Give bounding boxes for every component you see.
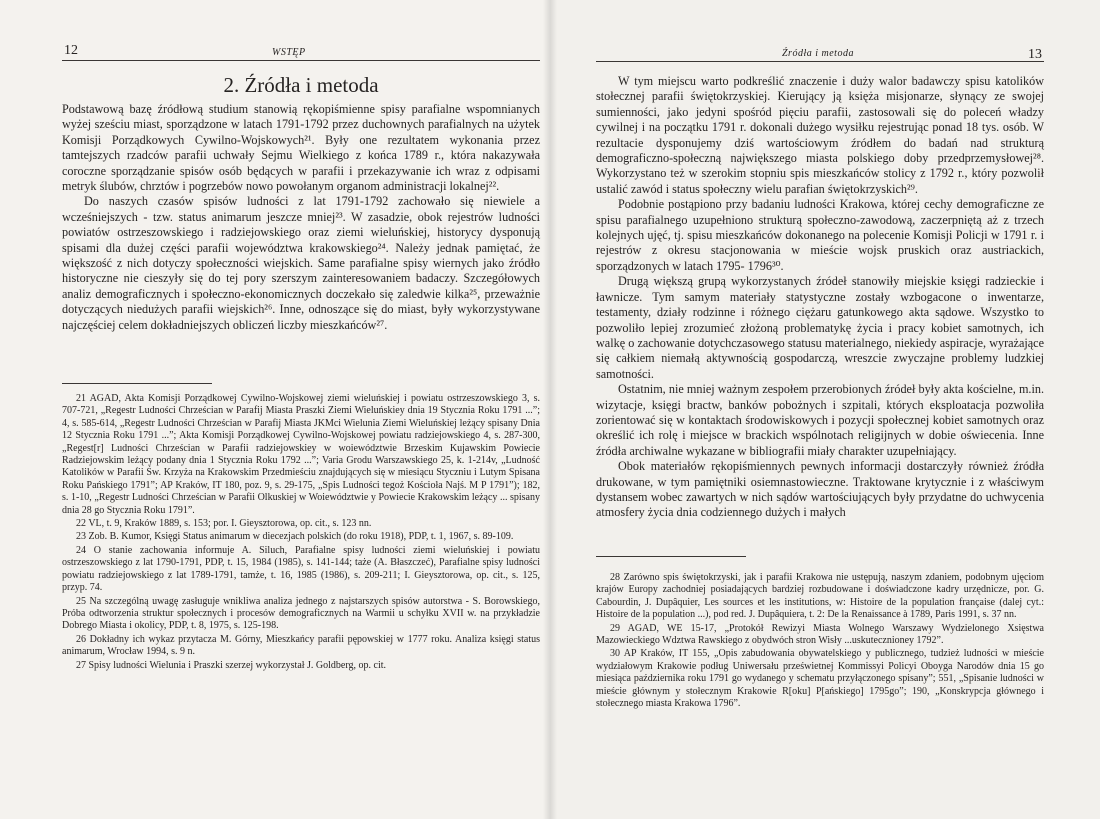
right-body-text (596, 74, 1044, 521)
left-page-number: 12 (64, 43, 78, 58)
footnote: 24 O stanie zachowania informuje A. Siluch, Parafialne spisy ludności ziemi wieluńskiej i powiatu ostrzeszowskiego z lat 1790-1791, PDP, t. 15, 1984 (1985), s. 141-144; taże (A. Błaszczeć), Parafialne spisy ludności powiatu radziejowskiego z lat 1789-1791, tamże, t. 16, 1985 (1986), s. 209-211; I. Gieysztorowa, op. cit., s. 125, przyp. 74. (62, 544, 540, 594)
paragraph: Podobnie postąpiono przy badaniu ludności Krakowa, której cechy demograficzne ze spisu parafialnego uzupełniono strukturą społeczno-zawodową, zaczerpniętą aż z trzech kolejnych ujęć, tj. spisu mieszkańców dokonanego na polecenie Komisji Policji w 1791 r. i rejestrów z okresu stacjonowania w mieście wojsk pruskich oraz austriackich, sporządzonych w latach 1795- 1796³⁰. (596, 197, 1044, 273)
footnote-separator (596, 556, 746, 557)
right-footnotes (596, 572, 1044, 711)
paragraph: Drugą większą grupą wykorzystanych źródeł stanowiły miejskie księgi radzieckie i ławnicze. Tym samym materiały statystyczne zostały wzbogacone o inwentarze, testamenty, działy rodzinne i różnego ciężaru gatunkowego akta sądowe. Wszystko to pozwoliło lepiej zrozumieć złożoną problematykę życia i pracy kobiet samotnych, ich walkę o zachowanie dotychczasowego statusu materialnego, niekiedy aspiracje, wyrażające się całkiem niemałą aktywnością gospodarczą, wreszcie zwyczajne problemy ludzkiej samotności. (596, 274, 1044, 381)
footnote: 29 AGAD, WE 15-17, „Protokół Rewizyi Miasta Wolnego Warszawy Wydzielonego Xsięstwa Mazowieckiego Wdztwa Rawskiego z obydwóch stron Wisły ...uskutecznioney 1792”. (596, 622, 1044, 647)
footnote: 27 Spisy ludności Wielunia i Praszki szerzej wykorzystał J. Goldberg, op. cit. (76, 659, 387, 671)
header-rule (596, 61, 1044, 62)
footnote: 23 Zob. B. Kumor, Księgi Status animarum w diecezjach polskich (do roku 1918), PDP, t. 1, 1967, s. 89-109. (76, 531, 514, 543)
footnote: 26 Dokładny ich wykaz przytacza M. Górny, Mieszkańcy parafii pępowskiej w 1777 roku. Analiza księgi status animarum, Wrocław 1994, s. 9 n. (62, 633, 540, 658)
left-body-text (62, 102, 540, 333)
left-running-head: WSTĘP (272, 47, 306, 58)
footnote: 30 AP Kraków, IT 155, „Opis zabudowania obywatelskiego y publicznego, tudzież ludności w mieście wydziałowym Krakowie podług Uniwersału prześwietnej Kommissyi Policyi Oboyga Narodów dnia 15 go miesiąca października roku 1791 go wydanego y schematu przyłączonego spisany”; 551, „Spisanie ludności w mieście głównym y stołecznym Krakowie R[oku] P[ańskiego] 1795go”; 190, „Konskrypcja głównego i stołecznego miasta Krakowa 1796”. (596, 648, 1044, 710)
paragraph: W tym miejscu warto podkreślić znaczenie i duży walor badawczy spisu katolików stołecznej parafii świętokrzyskiej. Kierujący ją księża misjonarze, słynący ze swojej sumienności, jako jedyni spośród pięciu parafii, zastosowali się do poleceń władzy cywilnej i na początku 1791 r. dokonali dużego wysiłku rejestrując ponad 18 tys. osób. W rezultacie dysponujemy dziś wartościowym źródłem do badań nad strukturą demograficzno-społeczną największego miasta polskiego doby przedprzemysłowej²⁸. Wykorzystano też w szerokim stopniu spis mieszkańców stolicy z 1792 r., który pozwolił ustalić zawód i status społeczny wielu parafian świętokrzyskich²⁹. (596, 74, 1044, 196)
right-running-head: Źródła i metoda (782, 48, 854, 59)
paragraph: Ostatnim, nie mniej ważnym zespołem przerobionych źródeł były akta kościelne, m.in. wizytacje, księgi bractw, banków pobożnych i szpitali, których eksploatacja pozwoliła zorientować się w kontaktach środowiskowych i pozycji społecznej kobiet samotnych oraz określić ich rolę i miejsce w brackich wspólnotach religijnych w dobie oświecenia. Inne źródła archiwalne wykazane w bibliografii miały charakter uzupełniający. (596, 382, 1044, 458)
paragraph: Podstawową bazę źródłową studium stanowią rękopiśmienne spisy parafialne wspomnianych wyżej sześciu miast, sporządzone w latach 1791-1792 przez duchownych parafialnych na użytek Komisji Porządkowych Cywilno-Wojskowych²¹. Były one rezultatem wykonania przez tamtejszych rzadców parafii uchwały Sejmu Wielkiego z końca 1789 r., która nakazywała coroczne sporządzanie spisów osób będących w parafii i przekazywanie ich wraz z odpisami metryk ślubów, chrztów i pogrzebów nowo powołanym organom administracji lokalnej²². (62, 102, 540, 194)
footnote: 25 Na szczególną uwagę zasługuje wnikliwa analiza jednego z najstarszych spisów autorstwa - S. Borowskiego, Próba odtworzenia struktur społecznych i procesów demograficznych na Warmii u schyłku XVII w. na przykładzie Dobrego Miasta i okolicy, PDP, t. 8, 1975, s. 125-198. (62, 595, 540, 632)
footnote: 21 AGAD, Akta Komisji Porządkowej Cywilno-Wojskowej ziemi wieluńskiej i powiatu ostrzeszowskiego 3, s. 707-721, „Regestr Ludności Chrześcian w Parafij Miasta Praszki Ziemi Wieluńskiey dnia 19 Stycznia Roku 1791 ...”; 4, s. 585-614, „Regestr Ludności Chrześcian w Parafij Miasta JKMci Wielunia Ziemi Wieluńskiej leżący spisany Dnia 12 Stycznia Roku 1791 ...”; Akta Komisji Porządkowej Cywilno-Wojskowej powiatu radziejowskiego 4, s. 287-300, „Regest[r] Ludności Chrześcian w Parafii radziejowskiey w woiewództwie Brzeskim Kujawskim Powiecie Radziejowskim leżący podany dnia 1 Stycznia Roku 1792 ...”; Varia Grodu Warszawskiego 25, k. 1-214v, „Ludność Katolików w Parafii Św. Krzyża na Krakowskim Przedmieściu znajdujących się w miesiącu Styczniu i Lutym Spisana Roku Pańskiego 1791”; AP Kraków, IT 180, poz. 9, s. 29-175, „Spis Ludności tegoż Kościoła Najś. M P 1791”); 182, s. 1-10, „Regestr Ludności Chrześcian w Parafii Olkuskiej w Woiewództwie y Powiecie Krakowskim leżący ... spisany dnia 28 go Stycznia Roku 1791”. (62, 393, 540, 516)
paragraph: Do naszych czasów spisów ludności z lat 1791-1792 zachowało się niewiele a wcześniejszych - tzw. status animarum jeszcze mniej²³. W zasadzie, obok rejestrów ludności powiatów ostrzeszowskiego i radziejowskiego oraz ziemi wieluńskiej, historycy dysponują spisami dla dużej części parafii województwa krakowskiego²⁴. Należy jednak pamiętać, że większość z nich dotyczy społeczności wiejskich. Same parafialne spisy wiernych jako źródło historyczne nie cieszyły się do tej pory szerszym zainteresowaniem badaczy. Szczegółowych analiz demograficznych i społeczno-ekonomicznych doczekało się zaledwie kilka²⁵, przeważnie dotyczących niedużych parafii wiejskich²⁶. Inne, odnoszące się do miast, były wykorzystywane najczęściej celem dokładniejszych obliczeń liczby mieszkańców²⁷. (62, 194, 540, 332)
header-rule (62, 60, 540, 61)
footnote: 28 Zarówno spis świętokrzyski, jak i parafii Krakowa nie ustępują, naszym zdaniem, podobnym ujęciom krajów Europy zachodniej posiadających bardziej rozbudowane i doświadczone kadry urzędnicze, por. G. Cabourdin, J. Dupâquier, Les sources et les institutions, w: Histoire de la population française (dalej cyt.: Histoire de la population ...), pod red. J. Dupâquiera, t. 2: De la Renaissance à 1789, Paris 1991, s. 37 nn. (596, 572, 1044, 621)
right-page-number: 13 (1028, 47, 1042, 62)
paragraph: Obok materiałów rękopiśmiennych pewnych informacji dostarczyły również źródła drukowane, w tym pamiętniki osiemnastowieczne. Traktowane krytycznie i z właściwym dystansem wobec zawartych w nich sądów wartościujących były przydatne do uchwycenia atmosfery życia dnia codziennego dużych i małych (596, 459, 1044, 520)
right-page (550, 0, 1100, 819)
left-footnotes (62, 393, 540, 673)
section-title: 2. Źródła i metoda (223, 73, 379, 97)
footnote: 22 VL, t. 9, Kraków 1889, s. 153; por. I. Gieysztorowa, op. cit., s. 123 nn. (76, 518, 372, 530)
book-gutter-shadow (543, 0, 557, 819)
footnote-separator (62, 383, 212, 384)
